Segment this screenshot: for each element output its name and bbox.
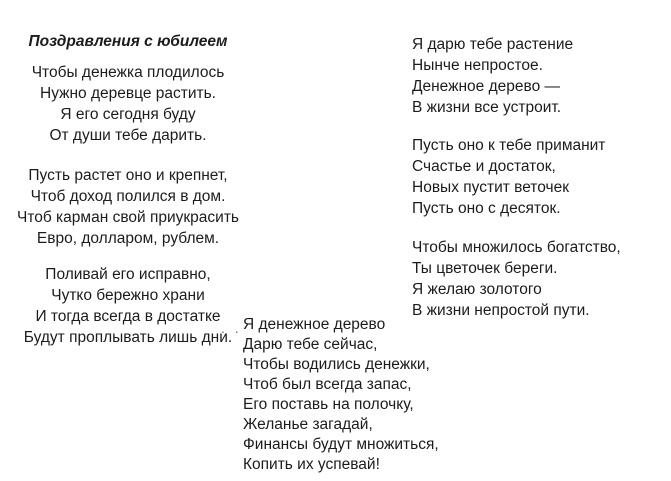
poem-line: Пусть растет оно и крепнет, (28, 167, 228, 184)
poem-line: Нужно деревце растить. (40, 85, 216, 102)
left-poem-stanza-2 (0, 165, 256, 249)
poem-line: Чтобы денежка плодилось (31, 64, 225, 81)
poem-line: Финансы будут множиться, (243, 436, 439, 453)
poem-line: Счастье и достаток, (412, 158, 556, 175)
poem-line: В жизни все устроит. (412, 99, 562, 116)
poem-line: Будут проплывать лишь дни. (23, 329, 233, 346)
poem-line: От души тебе дарить. (49, 127, 207, 144)
poem-line: В жизни непростой пути. (412, 302, 590, 319)
left-poem-stanza-3 (0, 264, 256, 348)
poem-line: Денежное дерево — (412, 78, 560, 95)
poem-line: Чтобы водились денежки, (243, 356, 430, 373)
page-title: Поздравления с юбилеем (28, 33, 228, 51)
poem-line: Дарю тебе сейчас, (243, 336, 378, 353)
poem-line: Я его сегодня буду (60, 106, 196, 123)
poem-line: Я денежное дерево (243, 316, 386, 333)
poem-line: Чтоб карман свой приукрасить (17, 209, 239, 226)
poem-line: Я дарю тебе растение (412, 36, 574, 53)
right-poem-stanza-3 (412, 237, 621, 321)
poem-line: Чтобы множилось богатство, (412, 239, 621, 256)
poem-line: Его поставь на полочку, (243, 396, 414, 413)
poem-line: Ты цветочек береги. (412, 260, 558, 277)
left-poem-stanza-1 (0, 62, 256, 146)
poem-line: Поливай его исправно, (45, 266, 211, 283)
poem-line: Чтоб доход полился в дом. (30, 188, 226, 205)
poem-line: Пусть оно с десяток. (412, 200, 561, 217)
middle-poem-stanza (243, 315, 439, 475)
poem-line: Пусть оно к тебе приманит (412, 137, 606, 154)
poem-line: Копить их успевай! (243, 456, 380, 473)
poem-line: Новых пустит веточек (412, 179, 569, 196)
poem-line: Евро, долларом, рублем. (36, 230, 220, 247)
poem-line: Желанье загадай, (243, 416, 373, 433)
poem-line: Чтоб был всегда запас, (243, 376, 412, 393)
scan-artifact-dots: . . (221, 320, 242, 336)
poem-line: Чутко бережно храни (51, 287, 205, 304)
right-poem-stanza-2 (412, 135, 605, 219)
right-poem-stanza-1 (412, 34, 573, 118)
poem-line: Я желаю золотого (412, 281, 542, 298)
poem-line: Нынче непростое. (412, 57, 543, 74)
poem-line: И тогда всегда в достатке (35, 308, 221, 325)
